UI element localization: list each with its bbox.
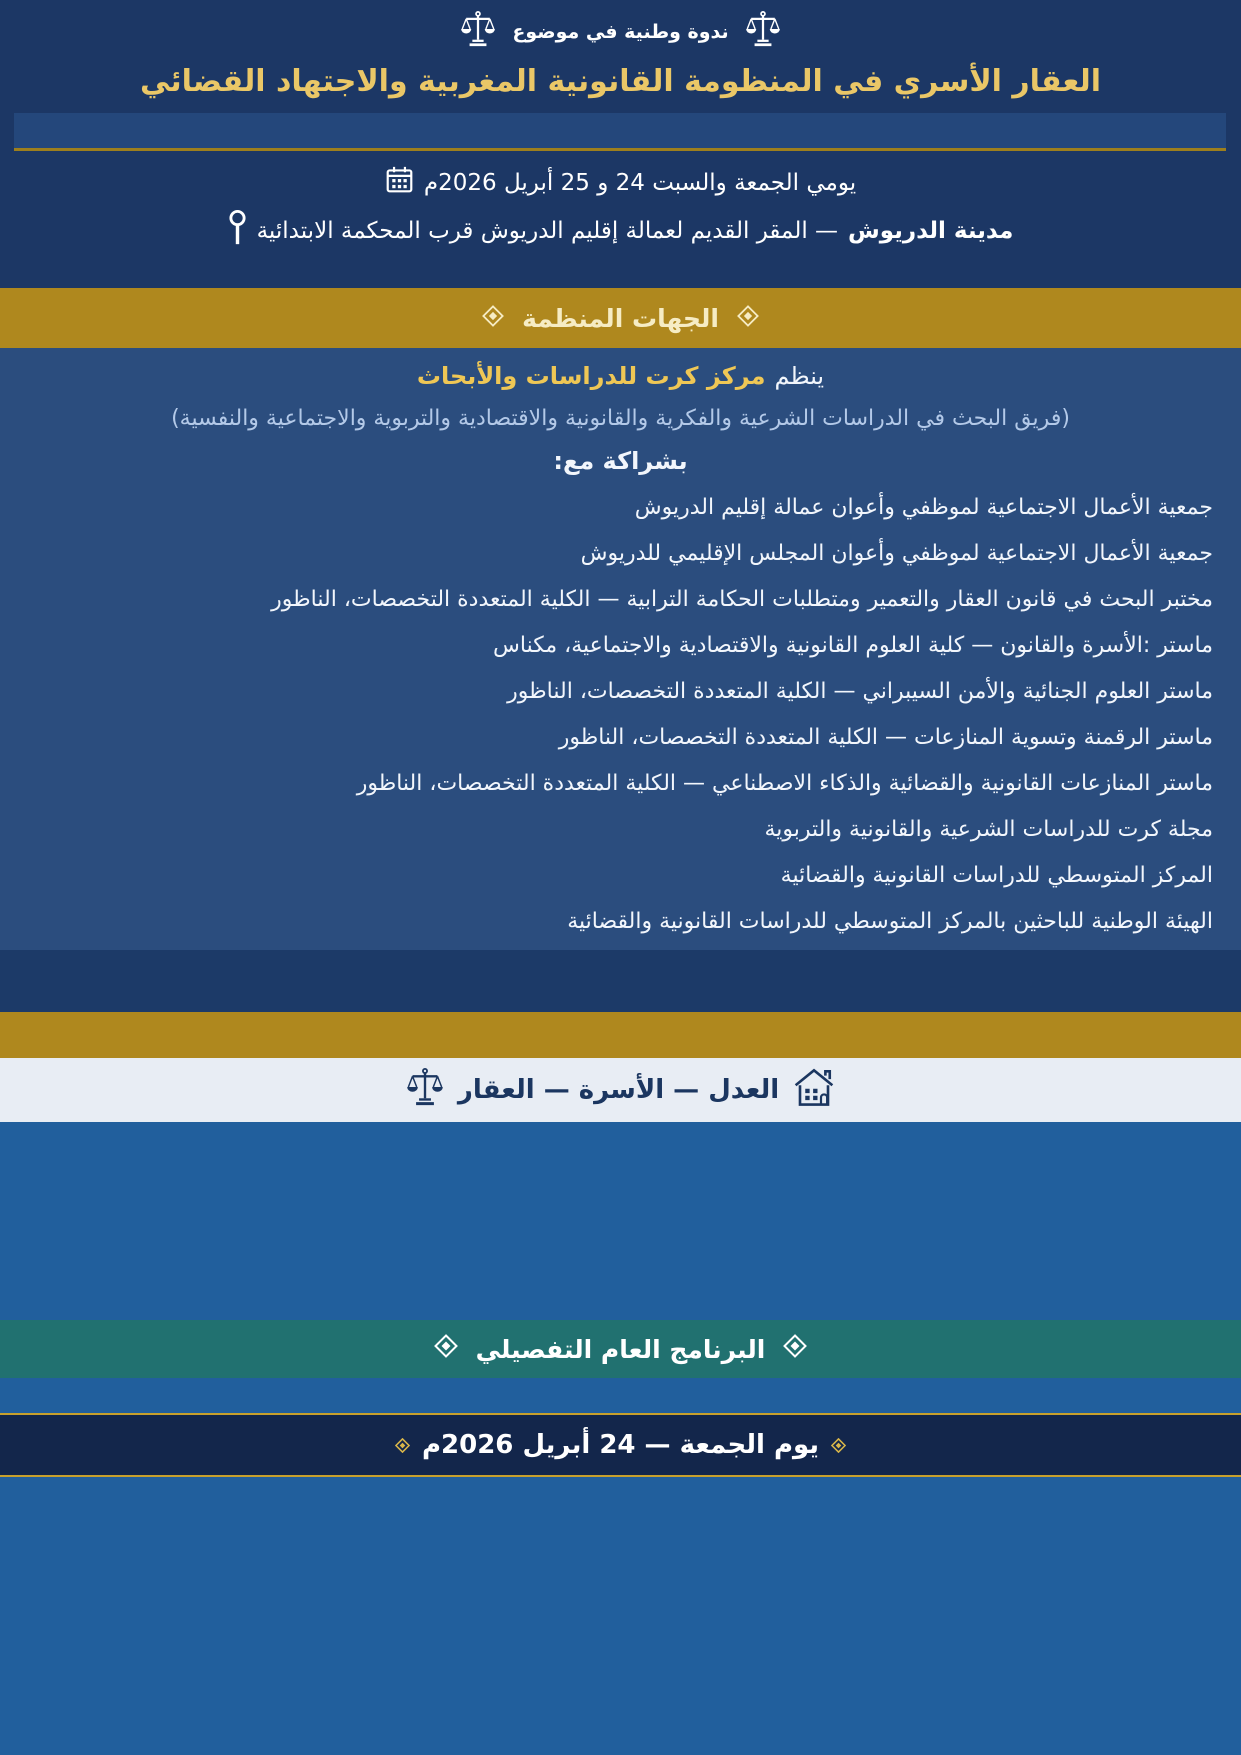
partner-item: المركز المتوسطي للدراسات القانونية والقضائية bbox=[780, 863, 1213, 888]
partnership-label: بشراكة مع: bbox=[553, 447, 688, 475]
date-line bbox=[0, 165, 1241, 200]
date-text: يومي الجمعة والسبت 24 و 25 أبريل 2026م bbox=[423, 169, 857, 196]
diamond-icon bbox=[737, 304, 759, 333]
organizers-banner bbox=[0, 288, 1241, 348]
pin-key-icon bbox=[228, 209, 247, 253]
hero-divider-band bbox=[14, 113, 1226, 151]
page-title: العقار الأسري في المنظومة القانونية المغربية والاجتهاد القضائي bbox=[139, 64, 1102, 99]
theme-band-text: العدل — الأسرة — العقار bbox=[457, 1075, 780, 1105]
organizers-section bbox=[0, 348, 1241, 950]
blue-spacer bbox=[0, 1477, 1241, 1755]
diamond-icon bbox=[434, 1334, 458, 1364]
partner-item: مختبر البحث في قانون العقار والتعمير ومتطلبات الحكامة الترابية — الكلية المتعددة التخصصات، الناظور bbox=[271, 587, 1213, 612]
day-banner bbox=[0, 1413, 1241, 1477]
calendar-icon bbox=[385, 165, 414, 200]
program-banner bbox=[0, 1320, 1241, 1378]
partner-item: مجلة كرت للدراسات الشرعية والقانونية والتربوية bbox=[764, 817, 1213, 842]
organizers-banner-text: الجهات المنظمة bbox=[522, 303, 719, 333]
diamond-icon bbox=[395, 1430, 410, 1460]
blue-spacer bbox=[0, 1122, 1241, 1320]
organized-by-line bbox=[0, 362, 1241, 390]
partner-item: الهيئة الوطنية للباحثين بالمركز المتوسطي للدراسات القانونية والقضائية bbox=[567, 909, 1213, 934]
location-city: مدينة الدريوش bbox=[848, 218, 1014, 244]
navy-divider-strip bbox=[0, 950, 1241, 1012]
partner-item: جمعية الأعمال الاجتماعية لموظفي وأعوان المجلس الإقليمي للدريوش bbox=[580, 541, 1213, 566]
kicker-row bbox=[0, 0, 1241, 53]
partner-item: جمعية الأعمال الاجتماعية لموظفي وأعوان عمالة إقليم الدريوش bbox=[634, 495, 1213, 520]
kicker-text: ندوة وطنية في موضوع bbox=[512, 20, 729, 43]
scales-icon bbox=[460, 10, 496, 53]
partner-item: ماستر المنازعات القانونية والقضائية والذكاء الاصطناعي — الكلية المتعددة التخصصات، الناظور bbox=[356, 771, 1213, 796]
blue-spacer bbox=[0, 1378, 1241, 1413]
partners-list bbox=[0, 485, 1241, 945]
organized-by-prefix: ينظم bbox=[774, 362, 825, 390]
location-detail: — المقر القديم لعمالة إقليم الدريوش قرب المحكمة الابتدائية bbox=[256, 218, 839, 244]
diamond-icon bbox=[831, 1430, 846, 1460]
scales-icon bbox=[406, 1066, 444, 1115]
location-line bbox=[0, 209, 1241, 253]
hero-header bbox=[0, 0, 1241, 288]
diamond-icon bbox=[482, 304, 504, 333]
organizer-name: مركز كرت للدراسات والأبحاث bbox=[416, 362, 766, 390]
day-banner-text: يوم الجمعة — 24 أبريل 2026م bbox=[421, 1430, 820, 1460]
program-banner-text: البرنامج العام التفصيلي bbox=[475, 1334, 766, 1364]
partner-item: ماستر الرقمنة وتسوية المنازعات — الكلية المتعددة التخصصات، الناظور bbox=[558, 725, 1213, 750]
house-icon bbox=[793, 1066, 835, 1115]
theme-band bbox=[0, 1058, 1241, 1122]
gold-divider-band bbox=[0, 1012, 1241, 1058]
partner-item: ماستر :الأسرة والقانون — كلية العلوم القانونية والاقتصادية والاجتماعية، مكناس bbox=[493, 633, 1213, 658]
partner-item: ماستر العلوم الجنائية والأمن السيبراني — الكلية المتعددة التخصصات، الناظور bbox=[507, 679, 1213, 704]
scales-icon bbox=[745, 10, 781, 53]
diamond-icon bbox=[783, 1334, 807, 1364]
organizer-subtitle: (فريق البحث في الدراسات الشرعية والفكرية والقانونية والاقتصادية والتربوية والاجتماعية والنفسية) bbox=[171, 406, 1070, 431]
